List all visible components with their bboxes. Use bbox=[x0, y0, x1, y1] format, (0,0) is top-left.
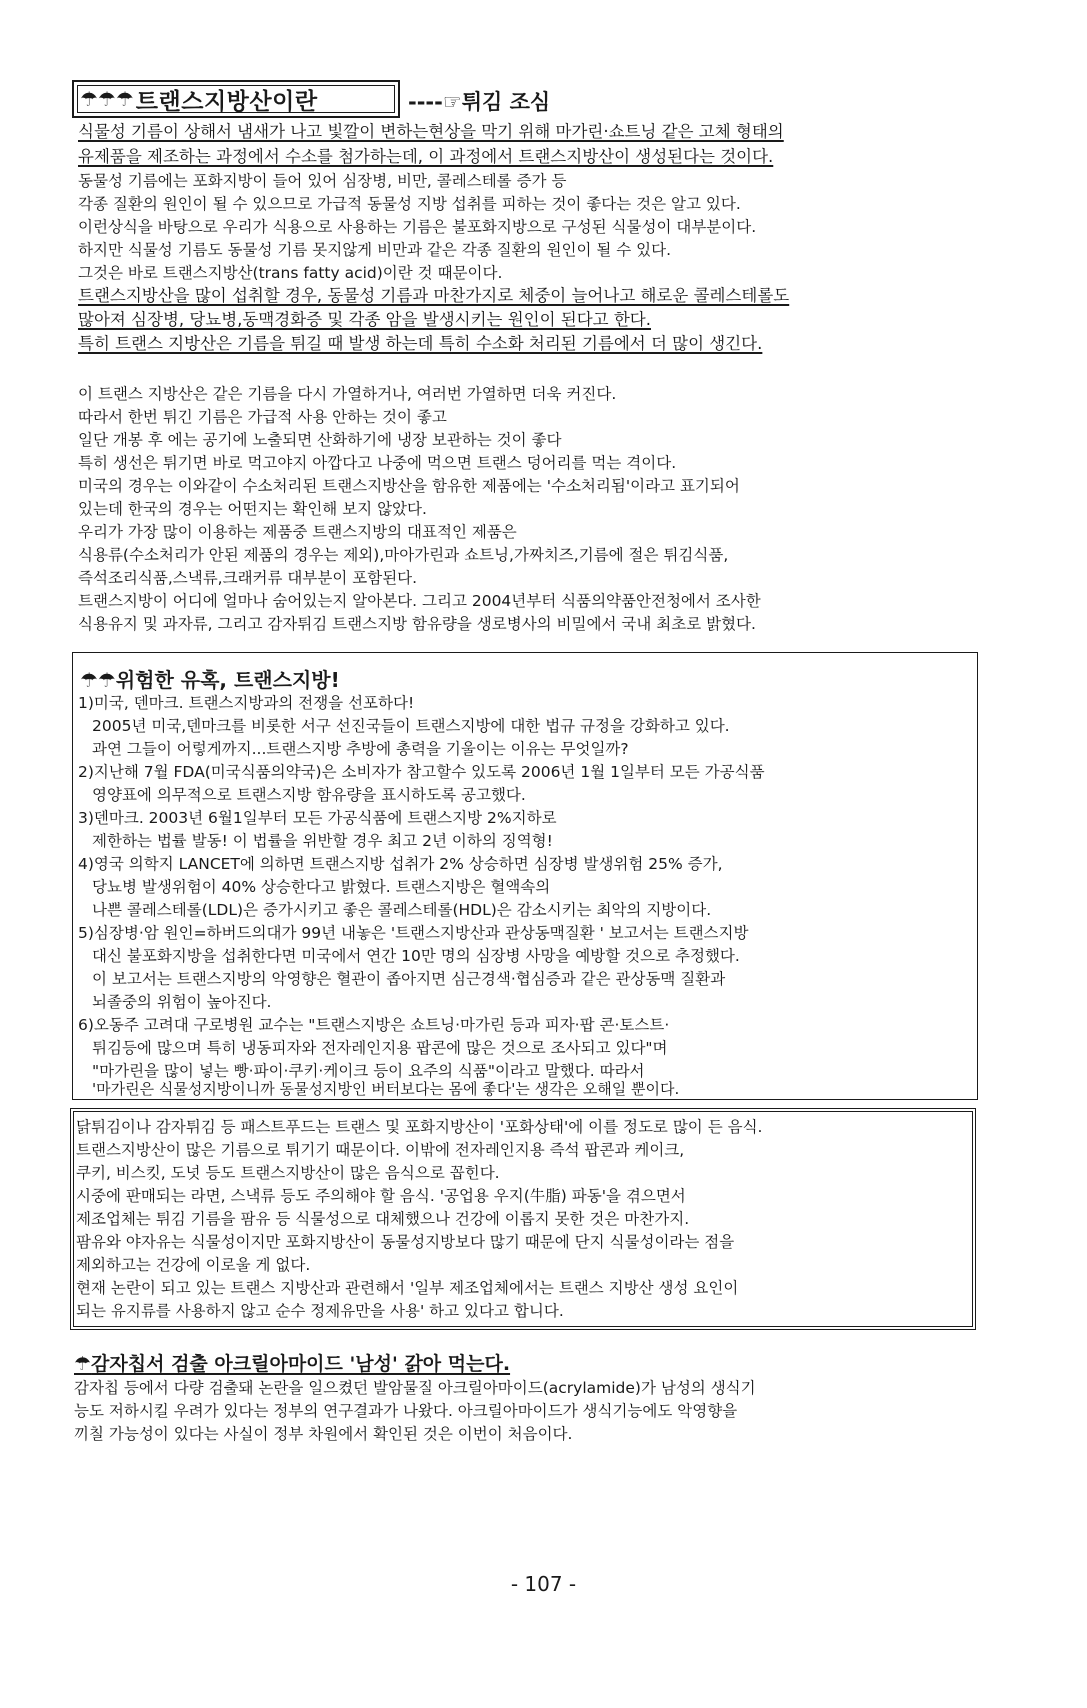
body-line: 즉석조리식품,스낵류,크래커류 대부분이 포함된다. bbox=[78, 569, 418, 587]
intro-line: 많아져 심장병, 당뇨병,동맥경화증 및 각종 암을 발생시키는 원인이 된다고 한다. bbox=[78, 310, 651, 329]
intro-line: 하지만 식물성 기름도 동물성 기름 못지않게 비만과 같은 각종 질환의 원인이 될 수 있다. bbox=[78, 241, 672, 259]
umbrella-icon: ☂☂☂ bbox=[80, 87, 134, 111]
title-box bbox=[72, 80, 400, 118]
list-item: 6)오동주 고려대 구로병원 교수는 "트랜스지방은 쇼트닝·마가린 등과 피자·팝 콘·토스트· bbox=[78, 1016, 670, 1034]
acrylamide-line: 능도 저하시킬 우려가 있다는 정부의 연구결과가 나왔다. 아크릴아마이드가 생식기능에도 악영향을 bbox=[74, 1402, 738, 1420]
body-line: 이 트랜스 지방산은 같은 기름을 다시 가열하거나, 여러번 가열하면 더욱 커진다. bbox=[78, 385, 617, 403]
list-item: 2005년 미국,덴마크를 비롯한 서구 선진국들이 트랜스지방에 대한 법규 규정을 강화하고 있다. bbox=[92, 717, 730, 735]
acrylamide-line: 끼칠 가능성이 있다는 사실이 정부 차원에서 확인된 것은 이번이 처음이다. bbox=[74, 1425, 573, 1443]
body-line: 식용류(수소처리가 안된 제품의 경우는 제외),마아가린과 쇼트닝,가짜치즈,기름에 절은 튀김식품, bbox=[78, 546, 729, 564]
fastfood-line: 현재 논란이 되고 있는 트랜스 지방산과 관련해서 '일부 제조업체에서는 트랜스 지방산 생성 요인이 bbox=[76, 1279, 739, 1297]
danger-box-title bbox=[80, 664, 340, 693]
page-subtitle bbox=[408, 86, 550, 116]
list-item: "마가린을 많이 넣는 빵·파이·쿠키·케이크 등이 요주의 식품"이라고 말했다. 따라서 bbox=[92, 1062, 645, 1080]
list-item: 나쁜 콜레스테롤(LDL)은 증가시키고 좋은 콜레스테롤(HDL)은 감소시키는 최악의 지방이다. bbox=[92, 901, 712, 919]
list-item: 과연 그들이 어렇게까지...트랜스지방 추방에 총력을 기울이는 이유는 무엇일까? bbox=[92, 740, 629, 758]
body-line: 미국의 경우는 이와같이 수소처리된 트랜스지방산을 함유한 제품에는 '수소처리됨'이라고 표기되어 bbox=[78, 477, 740, 495]
acrylamide-title-text: 감자칩서 검출 아크릴아마이드 '남성' 갉아 먹는다. bbox=[91, 1353, 511, 1375]
page-title: 트랜스지방산이란 bbox=[135, 88, 318, 115]
list-item: 뇌졸중의 위험이 높아진다. bbox=[92, 993, 272, 1011]
body-line: 특히 생선은 튀기면 바로 먹고야지 아깝다고 나중에 먹으면 트랜스 덩어리를 먹는 격이다. bbox=[78, 454, 677, 472]
acrylamide-title bbox=[74, 1349, 510, 1376]
body-line: 우리가 가장 많이 이용하는 제품중 트랜스지방의 대표적인 제품은 bbox=[78, 523, 517, 541]
list-item: 대신 불포화지방을 섭취한다면 미국에서 연간 10만 명의 심장병 사망을 예방할 것으로 추정했다. bbox=[92, 947, 740, 965]
pointing-hand-icon: ☞ bbox=[442, 90, 462, 114]
fastfood-line: 팜유와 야자유는 식물성이지만 포화지방산이 동물성지방보다 많기 때문에 단지 식물성이라는 점을 bbox=[76, 1233, 735, 1251]
list-item: 당뇨병 발생위험이 40% 상승한다고 밝혔다. 트랜스지방은 혈액속의 bbox=[92, 878, 551, 896]
body-line: 식용유지 및 과자류, 그리고 감자튀김 트랜스지방 함유량을 생로병사의 비밀에서 국내 최초로 밝혔다. bbox=[78, 615, 756, 633]
intro-line: 트랜스지방산을 많이 섭취할 경우, 동물성 기름과 마찬가지로 체중이 늘어나고 해로운 콜레스테롤도 bbox=[78, 286, 790, 305]
subtitle-dashes: ---- bbox=[408, 90, 443, 114]
body-line: 있는데 한국의 경우는 어떤지는 확인해 보지 않았다. bbox=[78, 500, 427, 518]
umbrella-icon: ☂ bbox=[74, 1353, 92, 1375]
intro-line: 식물성 기름이 상해서 냄새가 나고 빛깔이 변하는현상을 막기 위해 마가린·쇼트닝 같은 고체 형태의 bbox=[78, 122, 784, 141]
intro-line: 그것은 바로 트랜스지방산(trans fatty acid)이란 것 때문이다. bbox=[78, 264, 503, 282]
list-item: 3)덴마크. 2003년 6월1일부터 모든 가공식품에 트랜스지방 2%지하로 bbox=[78, 809, 557, 827]
list-item: 2)지난해 7월 FDA(미국식품의약국)은 소비자가 참고할수 있도록 2006년 1월 1일부터 모든 가공식품 bbox=[78, 763, 765, 781]
fastfood-line: 쿠키, 비스킷, 도넛 등도 트랜스지방산이 많은 음식으로 꼽힌다. bbox=[76, 1164, 500, 1182]
body-line: 따라서 한번 튀긴 기름은 가급적 사용 안하는 것이 좋고 bbox=[78, 408, 447, 426]
fastfood-line: 제조업체는 튀김 기름을 팜유 등 식물성으로 대체했으나 건강에 이롭지 못한 것은 마찬가지. bbox=[76, 1210, 690, 1228]
page-number: - 107 - bbox=[510, 1572, 577, 1596]
subtitle-text: 튀김 조심 bbox=[461, 90, 551, 114]
umbrella-icon: ☂☂ bbox=[80, 668, 116, 692]
fastfood-line: 시중에 판매되는 라면, 스낵류 등도 주의해야 할 음식. '공업용 우지(牛脂) 파동'을 겪으면서 bbox=[76, 1187, 686, 1205]
list-item: 4)영국 의학지 LANCET에 의하면 트랜스지방 섭취가 2% 상승하면 심장병 발생위험 25% 증가, bbox=[78, 855, 723, 873]
intro-line: 특히 트랜스 지방산은 기름을 튀길 때 발생 하는데 특히 수소화 처리된 기름에서 더 많이 생긴다. bbox=[78, 334, 763, 353]
intro-line: 동물성 기름에는 포화지방이 들어 있어 심장병, 비만, 콜레스테롤 증가 등 bbox=[78, 172, 567, 190]
list-item: 이 보고서는 트랜스지방의 악영향은 혈관이 좁아지면 심근경색·협심증과 같은 관상동맥 질환과 bbox=[92, 970, 726, 988]
list-item: 영양표에 의무적으로 트랜스지방 함유량을 표시하도록 공고했다. bbox=[92, 786, 526, 804]
danger-box-title-text: 위험한 유혹, 트랜스지방! bbox=[115, 668, 340, 692]
fastfood-line: 닭튀김이나 감자튀김 등 패스트푸드는 트랜스 및 포화지방산이 '포화상태'에 이를 정도로 많이 든 음식. bbox=[76, 1118, 763, 1136]
body-line: 일단 개봉 후 에는 공기에 노출되면 산화하기에 냉장 보관하는 것이 좋다 bbox=[78, 431, 562, 449]
list-item: 1)미국, 덴마크. 트랜스지방과의 전쟁을 선포하다! bbox=[78, 694, 415, 712]
intro-line: 유제품을 제조하는 과정에서 수소를 첨가하는데, 이 과정에서 트랜스지방산이 생성된다는 것이다. bbox=[78, 147, 774, 166]
fastfood-line: 되는 유지류를 사용하지 않고 순수 정제유만을 사용' 하고 있다고 합니다. bbox=[76, 1302, 564, 1320]
list-item: '마가린은 식물성지방이니까 동물성지방인 버터보다는 몸에 좋다'는 생각은 오해일 뿐이다. bbox=[92, 1080, 680, 1098]
intro-line: 각종 질환의 원인이 될 수 있으므로 가급적 동물성 지방 섭취를 피하는 것이 좋다는 것은 알고 있다. bbox=[78, 195, 741, 213]
fastfood-line: 제외하고는 건강에 이로울 게 없다. bbox=[76, 1256, 311, 1274]
body-line: 트랜스지방이 어디에 얼마나 숨어있는지 알아본다. 그리고 2004년부터 식품의약품안전청에서 조사한 bbox=[78, 592, 761, 610]
list-item: 제한하는 법률 발동! 이 법률을 위반할 경우 최고 2년 이하의 징역형! bbox=[92, 832, 553, 850]
list-item: 5)심장병·암 원인=하버드의대가 99년 내놓은 '트랜스지방산과 관상동맥질환 ' 보고서는 트랜스지방 bbox=[78, 924, 749, 942]
acrylamide-line: 감자칩 등에서 다량 검출돼 논란을 일으켰던 발암물질 아크릴아마이드(acrylamide)가 남성의 생식기 bbox=[74, 1379, 756, 1397]
intro-line: 이런상식을 바탕으로 우리가 식용으로 사용하는 기름은 불포화지방으로 구성된 식물성이 대부분이다. bbox=[78, 218, 757, 236]
list-item: 튀김등에 많으며 특히 냉동피자와 전자레인지용 팝콘에 많은 것으로 조사되고 있다"며 bbox=[92, 1039, 668, 1057]
fastfood-line: 트랜스지방산이 많은 기름으로 튀기기 때문이다. 이밖에 전자레인지용 즉석 팝콘과 케이크, bbox=[76, 1141, 685, 1159]
